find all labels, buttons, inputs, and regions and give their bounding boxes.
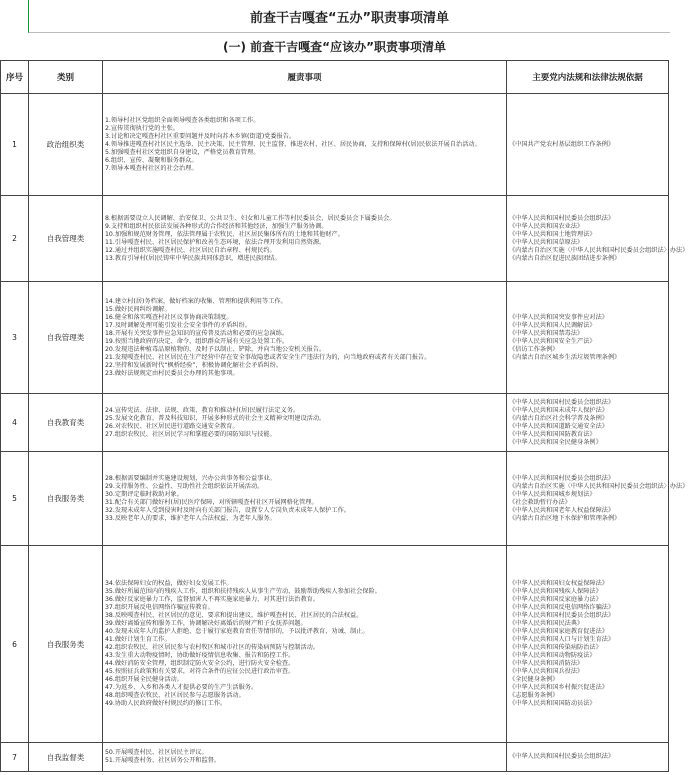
table-row [1, 743, 669, 772]
law-item: 《中华人民共和国反电信网络诈骗法》 [509, 604, 615, 611]
duty-item: 22.坚持和发展新时代“枫桥经验”，积极协调化解社会矛盾纠纷。 [105, 361, 283, 369]
duty-item: 31.配合有关部门做好村(居)民医疗保障，对所辖嘎查村社区开展网格化管理。 [105, 498, 318, 506]
duty-item: 38.反映嘎查村民、社区居民的意见、要求和提出建议，维护嘎查村民、社区居民的合法权益。 [105, 612, 363, 619]
law-item: 《全民健身条例》 [509, 676, 559, 683]
row-category: 自我教育类 [29, 394, 103, 452]
law-item: 《中华人民共和国老年人权益保障法》 [509, 506, 615, 514]
duty-item: 27.组织农牧民、社区居民学习和掌握必要的国防知识与技能。 [105, 430, 276, 438]
table-row [1, 94, 669, 196]
law-item: 《中华人民共和国消防法》 [509, 660, 584, 667]
row-category: 自我服务类 [29, 546, 103, 743]
law-item: 《中华人民共和国村民委员会组织法》 [509, 474, 615, 482]
law-item: 《中华人民共和国村民委员会组织法》 [509, 753, 615, 760]
row-duties [103, 282, 507, 394]
law-item: 《中华人民共和国安全生产法》 [509, 337, 596, 345]
duty-item: 28.根据需要编制并实施建设规划，兴办公共事务和公益事业。 [105, 474, 276, 482]
law-item: 《内蒙古自治区实施〈中华人民共和国村民委员会组织法〉办法》 [509, 246, 688, 254]
law-item: 《中华人民共和国国防教育法》 [509, 430, 596, 438]
duty-item: 20.发现违法种植毒品原植物的，及时予以制止、铲除，并向当地公安机关报告。 [105, 345, 326, 353]
duty-item: 32.发现未成年人受到侵害时及时向有关部门报告，设置专人专岗负责未成年人保护工作。 [105, 506, 350, 514]
law-item: 《志愿服务条例》 [509, 692, 559, 699]
duty-item: 49.协助人民政府做好村规民约的修订工作。 [105, 700, 227, 707]
law-item: 《中华人民共和国村民委员会组织法》 [509, 214, 615, 222]
duty-item: 43.发生重大动物疫情时，协助做好疫情信息收集、报告和防控工作。 [105, 652, 295, 659]
row-legal-basis [507, 94, 669, 196]
duty-item: 42.组织农牧民、社区居民参与农村牧区和城市社区的传染病预防与控制活动。 [105, 644, 320, 651]
duty-item: 2.宣传贯彻执行党的主张。 [105, 124, 179, 132]
law-item: 《中华人民共和国全民健身条例》 [509, 438, 602, 446]
law-item: 《中华人民共和国乡村振兴促进法》 [509, 684, 608, 691]
law-item: 《中华人民共和国人口与计划生育法》 [509, 636, 615, 643]
duty-item: 17.及时调解处理可能引发社会安全事件的矛盾纠纷。 [105, 321, 251, 329]
row-category: 自我管理类 [29, 282, 103, 394]
row-legal-basis [507, 743, 669, 772]
duty-item: 11.引导嘎查村民、社区居民保护和改善生态环境，依法合理开发利用自然资源。 [105, 238, 326, 246]
duty-item: 51.开展嘎查村务、社区居务公开和监督。 [105, 757, 221, 764]
law-item: 《中华人民共和国突发事件应对法》 [509, 313, 608, 321]
duty-item: 15.做好民间纠纷调解。 [105, 305, 171, 313]
duty-item: 5.加强嘎查村社区党组织自身建设，严格党员教育管理。 [105, 148, 260, 156]
duty-item: 26.对农牧民、社区居民进行道路交通安全教育。 [105, 422, 239, 430]
law-item: 《中华人民共和国国防动员法》 [509, 700, 596, 707]
duty-item: 34.依法保障妇女的权益，做好妇女发展工作。 [105, 580, 233, 587]
document-subtitle: (一) 前查干吉嘎查“应该办”职责事项清单 [0, 32, 669, 61]
law-item: 《内蒙古自治区地下水保护和管理条例》 [509, 514, 621, 522]
table-row [1, 546, 669, 743]
duty-item: 7.领导本嘎查村社区的社会治理。 [105, 164, 198, 172]
table-row [1, 282, 669, 394]
duty-item: 6.组织、宣传、凝聚和服务群众。 [105, 156, 198, 164]
duty-item: 47.为返乡、入乡和各类人才提供必要的生产生活服务。 [105, 684, 258, 691]
table-row [1, 196, 669, 282]
row-category: 自我服务类 [29, 452, 103, 546]
duty-item: 1.领导村社区党组织全面领导嘎查各类组织和各项工作。 [105, 116, 260, 124]
duty-item: 14.建立村(居)务档案，做好档案的收集、管理和提供利用等工作。 [105, 297, 287, 305]
duty-item: 23.做好法规规定由村民委员会办理的其他事项。 [105, 369, 239, 377]
row-legal-basis [507, 452, 688, 546]
duty-item: 35.做好所属范围内的残疾人工作，组织和扶持残疾人从事生产劳动，鼓励帮助残疾人参加社会保险。 [105, 588, 381, 595]
law-item: 《中国共产党农村基层组织工作条例》 [509, 140, 615, 148]
row-number: 6 [1, 546, 29, 743]
law-item: 《中华人民共和国草原法》 [509, 238, 584, 246]
law-item: 《中华人民共和国未成年人保护法》 [509, 406, 608, 414]
row-category: 自我监督类 [29, 743, 103, 772]
law-item: 《中华人民共和国妇女权益保障法》 [509, 580, 608, 587]
header-no: 序号 [1, 61, 29, 94]
row-number: 4 [1, 394, 29, 452]
row-number: 5 [1, 452, 29, 546]
duty-item: 33.反映老年人的要求，维护老年人合法权益，为老年人服务。 [105, 514, 276, 522]
duty-item: 41.做好计划生育工作。 [105, 636, 171, 643]
row-number: 2 [1, 196, 29, 282]
law-item: 《内蒙古自治区社会科学普及条例》 [509, 414, 608, 422]
row-legal-basis [507, 282, 669, 394]
law-item: 《中华人民共和国动物防疫法》 [509, 652, 596, 659]
law-item: 《中华人民共和国人民调解法》 [509, 321, 596, 329]
table-row [1, 452, 669, 546]
duty-item: 12.通过并组织实施嘎查村民、社区居民自治章程、村规民约。 [105, 246, 276, 254]
row-duties [103, 94, 507, 196]
duty-item: 46.组织开展全民健身活动。 [105, 676, 183, 683]
law-item: 《中华人民共和国反家庭暴力法》 [509, 596, 602, 603]
duty-item: 37.组织开展反电信网络诈骗宣传教育。 [105, 604, 214, 611]
law-item: 《中华人民共和国兵役法》 [509, 668, 584, 675]
law-item: 《中华人民共和国城乡规划法》 [509, 490, 596, 498]
law-item: 《中华人民共和国村民委员会组织法》 [509, 612, 615, 619]
duty-item: 45.按照征兵政策和有关要求，对符合条件的应征公民进行政治审查。 [105, 668, 295, 675]
row-duties [103, 743, 507, 772]
law-item: 《中华人民共和国土地管理法》 [509, 230, 596, 238]
duty-item: 40.发现未成年人的监护人拒绝、怠于履行家庭教育责任等情形的，予以批评教育、劝诫、制止。 [105, 628, 369, 635]
duty-item: 4.领导推进嘎查村社区民主选举、民主决策、民主管理、民主监督，推进农村、社区、居民协商，支持和保障村(居)民依法开展自治活动。 [105, 140, 481, 148]
duty-item: 25.发展文化教育，普及科技知识，开展多种形式的社会主义精神文明建设活动。 [105, 414, 326, 422]
law-item: 《中华人民共和国农业法》 [509, 222, 584, 230]
duty-item: 36.做好反家庭暴力工作，监督加害人不再实施家庭暴力，对其进行法治教育。 [105, 596, 320, 603]
law-item: 《中华人民共和国禁毒法》 [509, 329, 584, 337]
row-legal-basis [507, 196, 688, 282]
row-number: 3 [1, 282, 29, 394]
duty-item: 18.开展有关突发事件应急知识的宣传普及活动和必要的应急演练。 [105, 329, 289, 337]
row-category: 政治组织类 [29, 94, 103, 196]
duty-item: 48.组织嘎查农牧民、社区居民参与志愿服务活动。 [105, 692, 245, 699]
law-item: 《中华人民共和国道路交通安全法》 [509, 422, 608, 430]
document-title: 前查干吉嘎查“五办”职责事项清单 [28, 0, 670, 33]
duty-item: 16.健全和落实嘎查村社区议事协商决策制度。 [105, 313, 233, 321]
table-body [1, 94, 688, 772]
law-item: 《中华人民共和国家庭教育促进法》 [509, 628, 608, 635]
table-row [1, 394, 669, 452]
law-item: 《中华人民共和国残疾人保障法》 [509, 588, 602, 595]
law-item: 《内蒙古自治区促进民族团结进步条例》 [509, 254, 621, 262]
law-item: 《内蒙古自治区城乡生活垃圾管理条例》 [509, 353, 621, 361]
duty-item: 3.讨论和决定嘎查村社区重要问题并及时向苏木乡镇(街道)党委报告。 [105, 132, 296, 140]
law-item: 《内蒙古自治区实施〈中华人民共和国村民委员会组织法〉办法》 [509, 482, 688, 490]
duty-item: 44.做好消防安全管理，组织制定防火安全公约，进行防火安全检查。 [105, 660, 295, 667]
row-duties [103, 546, 507, 743]
row-duties [103, 452, 507, 546]
duty-item: 24.宣传宪法、法律、法规、政策，教育和推动村(居)民履行法定义务。 [105, 406, 300, 414]
duty-item: 39.做好离婚宣传和服务工作，协调解决好离婚后的财产和子女抚养问题。 [105, 620, 307, 627]
duty-item: 13.教育引导村(居)民铸牢中华民族共同体意识，增进民族团结。 [105, 254, 281, 262]
header-duties: 履责事项 [103, 61, 507, 94]
row-number: 1 [1, 94, 29, 196]
row-duties [103, 394, 507, 452]
row-legal-basis [507, 394, 669, 452]
table-header-row [1, 61, 669, 94]
duty-item: 10.加强和规范财务管理，依法管理属于农牧民、社区居民集体所有的土地和其他财产。 [105, 230, 344, 238]
row-number: 7 [1, 743, 29, 772]
law-item: 《社会救助暂行办法》 [509, 498, 571, 506]
law-item: 《信访工作条例》 [509, 345, 559, 353]
row-duties [103, 196, 507, 282]
duty-table [0, 60, 688, 772]
duty-item: 9.支持和组织村民依法发展各种形式的合作经济和其他经济，加强生产服务协调。 [105, 222, 328, 230]
duty-item: 29.支持服务性、公益性、互助性社会组织依法开展活动。 [105, 482, 264, 490]
header-category: 类别 [29, 61, 103, 94]
duty-item: 8.根据需要设立人民调解、治安保卫、公共卫生、妇女和儿童工作等村民委员会、居民委员会下属委员会。 [105, 214, 396, 222]
law-item: 《中华人民共和国村民委员会组织法》 [509, 398, 615, 406]
duty-item: 30.定期评定临时救助对象。 [105, 490, 183, 498]
row-category: 自我管理类 [29, 196, 103, 282]
duty-item: 21.发现嘎查村民、社区居民在生产经营中存在安全事故隐患或者安全生产违法行为的，向当地政府或者有关部门报告。 [105, 353, 431, 361]
row-legal-basis [507, 546, 669, 743]
header-legal-basis: 主要党内法规和法律法规依据 [507, 61, 669, 94]
duty-item: 50.开展嘎查村民、社区居民主评议。 [105, 749, 208, 756]
law-item: 《中华人民共和国传染病防治法》 [509, 644, 602, 651]
duty-item: 19.按照当地政府的决定、命令，组织群众开展有关应急处置工作。 [105, 337, 289, 345]
law-item: 《中华人民共和国民法典》 [509, 620, 584, 627]
